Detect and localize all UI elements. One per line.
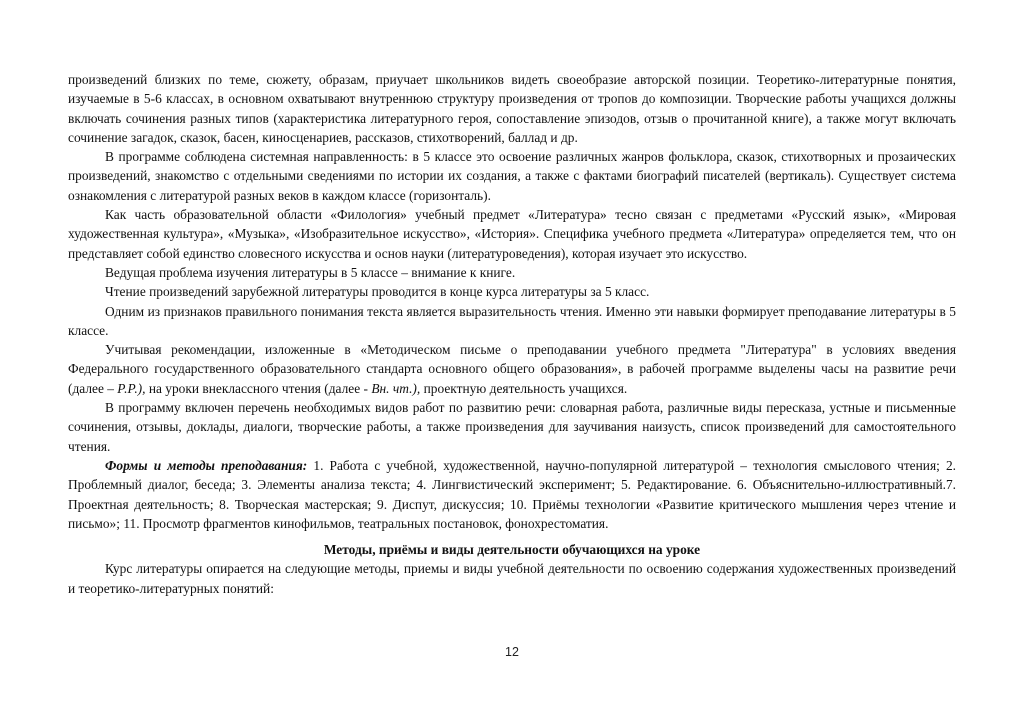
paragraph-teaching-methods [68,456,956,533]
section-heading: Методы, приёмы и виды деятельности обучающихся на уроке [323,542,701,558]
paragraph-leading-problem: Ведущая проблема изучения литературы в 5 классе – внимание к книге. [105,264,516,280]
abbr-speech-development: Р.Р.), [117,380,146,396]
paragraph-foreign-literature: Чтение произведений зарубежной литературы проводится в конце курса литературы за 5 класс. [105,284,650,300]
recommendations-text-1: Учитывая рекомендации, изложенные в «Методическом письме о преподавании учебного предмета "Литература" в условиях введения Федерального государственного образовательного стандарта основного общего образования», в рабочей программе выделены часы на развитие речи (далее – [68,342,956,396]
paragraph-philology-area: Как часть образовательной области «Филология» учебный предмет «Литература» тесно связан с предметами «Русский язык», «Мировая художественная культура», «Музыка», «Изобразительное искусство», «История». Специфика учебного предмета «Литература» определяется тем, что он представляет собой единство словесного искусства и основ науки (литературоведения), которая изучает это искусство. [68,207,956,261]
teaching-methods-text: 1. Работа с учебной, художественной, научно-популярной литературой – технология смыслового чтения; 2. Проблемный диалог, беседа; 3. Элементы анализа текста; 4. Лингвистический эксперимент; 5. Редактирование. 6. Объяснительно-иллюстративный.7. Проектная деятельность; 8. Творческая мастерская; 9. Диспут, дискуссия; 10. Приёмы технологии «Развитие критического мышления через чтение и письмо»; 11. Просмотр фрагментов кинофильмов, театральных постановок, фонохрестоматия. [68,457,956,531]
paragraph-speech-work: В программу включен перечень необходимых видов работ по развитию речи: словарная работа, различные виды пересказа, устные и письменные сочинения, отзывы, доклады, диалоги, творческие работы, а также произведения для заучивания наизусть, список произведений для самостоятельного чтения. [68,400,956,454]
paragraph-expressive-reading: Одним из признаков правильного понимания текста является выразительность чтения. Именно эти навыки формирует преподавание литературы в 5 классе. [68,303,956,338]
recommendations-text-2: на уроки внеклассного чтения (далее - [145,380,372,396]
paragraph-systematic-direction: В программе соблюдена системная направленность: в 5 классе это освоение различных жанров фольклора, сказок, стихотворных и прозаических произведений, знакомство с отдельными сведениями по истории их создания, а также с фактами биографий писателей (вертикаль). Существует система ознакомления с литературой разных веков в каждом классе (горизонталь). [68,149,956,203]
abbr-extracurricular-reading: Вн. чт.), [371,380,421,396]
paragraph-recommendations [68,340,956,398]
page-number: 12 [505,645,519,659]
document-page [68,70,956,598]
paragraph-course-methods: Курс литературы опирается на следующие методы, приемы и виды учебной деятельности по освоению содержания художественных произведений и теоретико-литературных понятий: [68,561,956,596]
recommendations-text-3: проектную деятельность учащихся. [420,380,628,396]
paragraph-intro: произведений близких по теме, сюжету, образам, приучает школьников видеть своеобразие авторской позиции. Теоретико-литературные понятия, изучаемые в 5-6 классах, в основном охватывают внутреннюю структуру произведения от тропов до композиции. Творческие работы учащихся должны включать сочинения разных типов (характеристика литературного героя, сопоставление эпизодов, отзыв о прочитанной книге), а также могут включать сочинение загадок, сказок, басен, киносценариев, рассказов, стихотворений, баллад и др. [68,72,956,145]
teaching-methods-label: Формы и методы преподавания: [105,457,308,473]
